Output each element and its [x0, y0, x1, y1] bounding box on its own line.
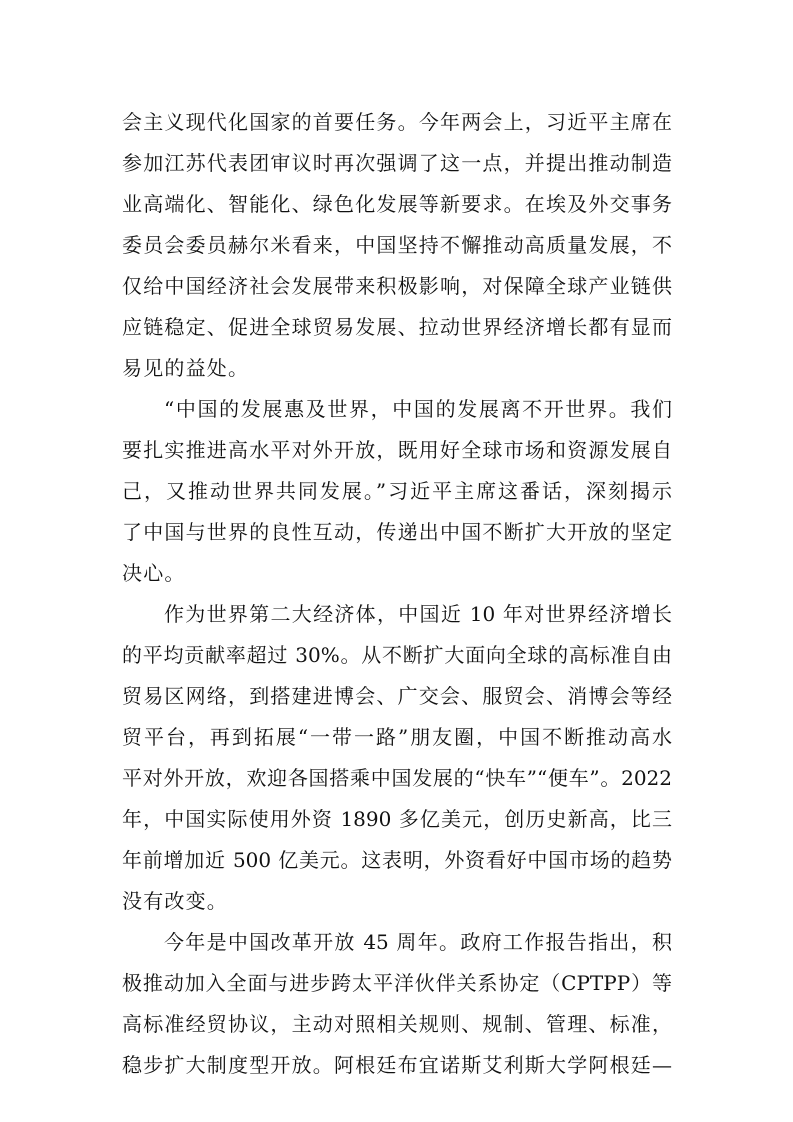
text-line: 贸平台，再到拓展“一带一路”朋友圈，中国不断推动高水 [122, 725, 672, 749]
text-line: 年，中国实际使用外资 1890 多亿美元，创历史新高，比三 [122, 807, 672, 831]
text-line: 业高端化、智能化、绿色化发展等新要求。在埃及外交事务 [122, 192, 672, 216]
text-line: 委员会委员赫尔米看来，中国坚持不懈推动高质量发展，不 [122, 233, 672, 257]
text-line: 己，又推动世界共同发展。”习近平主席这番话，深刻揭示 [122, 479, 672, 503]
text-line: 参加江苏代表团审议时再次强调了这一点，并提出推动制造 [122, 151, 672, 175]
paragraph-start-line: 作为世界第二大经济体，中国近 10 年对世界经济增长 [164, 602, 672, 626]
text-line: 贸易区网络，到搭建进博会、广交会、服贸会、消博会等经 [122, 684, 672, 708]
text-line: 了中国与世界的良性互动，传递出中国不断扩大开放的坚定 [122, 520, 672, 544]
text-line: 平对外开放，欢迎各国搭乘中国发展的“快车”“便车”。2022 [122, 766, 672, 790]
text-line: 高标准经贸协议，主动对照相关规则、规制、管理、标准， [122, 1012, 672, 1036]
text-line: 应链稳定、促进全球贸易发展、拉动世界经济增长都有显而 [122, 315, 672, 339]
text-line: 会主义现代化国家的首要任务。今年两会上，习近平主席在 [122, 110, 672, 134]
text-line: 要扎实推进高水平对外开放，既用好全球市场和资源发展自 [122, 438, 672, 462]
text-line: 仅给中国经济社会发展带来积极影响，对保障全球产业链供 [122, 274, 672, 298]
text-line: 决心。 [122, 561, 186, 585]
text-line: 极推动加入全面与进步跨太平洋伙伴关系协定（CPTPP）等 [122, 971, 672, 995]
paragraph-start-line: 今年是中国改革开放 45 周年。政府工作报告指出，积 [164, 930, 672, 954]
text-line: 稳步扩大制度型开放。阿根廷布宜诺斯艾利斯大学阿根廷— [122, 1053, 672, 1077]
paragraph-start-line: “中国的发展惠及世界，中国的发展离不开世界。我们 [164, 397, 672, 421]
text-line: 没有改变。 [122, 889, 228, 913]
text-line: 易见的益处。 [122, 356, 250, 380]
text-line: 年前增加近 500 亿美元。这表明，外资看好中国市场的趋势 [122, 848, 672, 872]
text-line: 的平均贡献率超过 30%。从不断扩大面向全球的高标准自由 [122, 643, 672, 667]
